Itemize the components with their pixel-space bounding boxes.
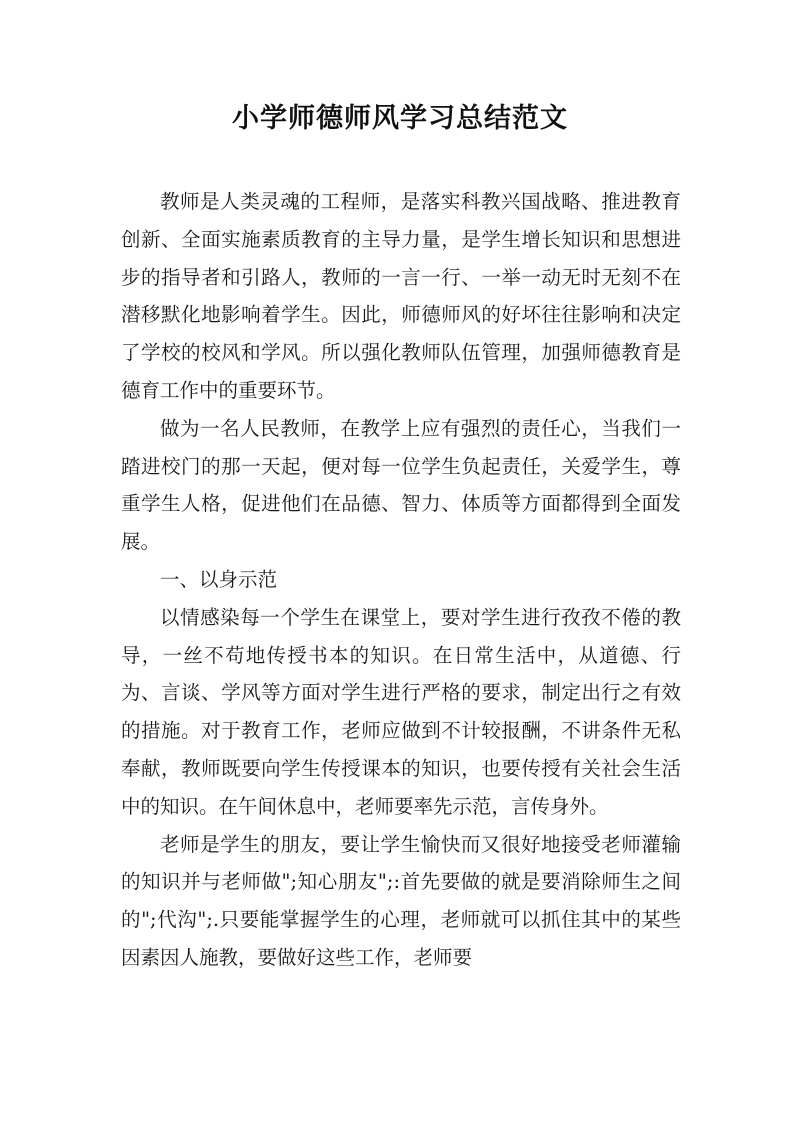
document-title: 小学师德师风学习总结范文	[232, 103, 568, 134]
paragraph-responsibility: 做为一名人民教师，在教学上应有强烈的责任心，当我们一踏进校门的那一天起，便对每一位学生负起责任，关爱学生，尊重学生人格，促进他们在品德、智力、体质等方面都得到全面发展。	[121, 416, 681, 554]
paragraph-friendship: 老师是学生的朋友，要让学生愉快而又很好地接受老师灌输的知识并与老师做";知心朋友";:首先要做的就是要消除师生之间的";代沟";.只要能掌握学生的心理，老师就可以抓住其中的某些因素因人施教，要做好这些工作，老师要	[121, 832, 681, 969]
document-body	[121, 183, 681, 977]
section-heading: 一、以身示范	[160, 567, 278, 591]
paragraph-example: 以情感染每一个学生在课堂上，要对学生进行孜孜不倦的教导，一丝不苟地传授书本的知识。在日常生活中，从道德、行为、言谈、学风等方面对学生进行严格的要求，制定出行之有效的措施。对于教育工作，老师应做到不计较报酬，不讲条件无私奉献，教师既要向学生传授课本的知识，也要传授有关社会生活中的知识。在午间休息中，老师要率先示范，言传身外。	[121, 605, 681, 818]
paragraph-intro: 教师是人类灵魂的工程师，是落实科教兴国战略、推进教育创新、全面实施素质教育的主导力量，是学生增长知识和思想进步的指导者和引路人，教师的一言一行、一举一动无时无刻不在潜移默化地影响着学生。因此，师德师风的好坏往往影响和决定了学校的校风和学风。所以强化教师队伍管理，加强师德教育是德育工作中的重要环节。	[121, 190, 681, 402]
